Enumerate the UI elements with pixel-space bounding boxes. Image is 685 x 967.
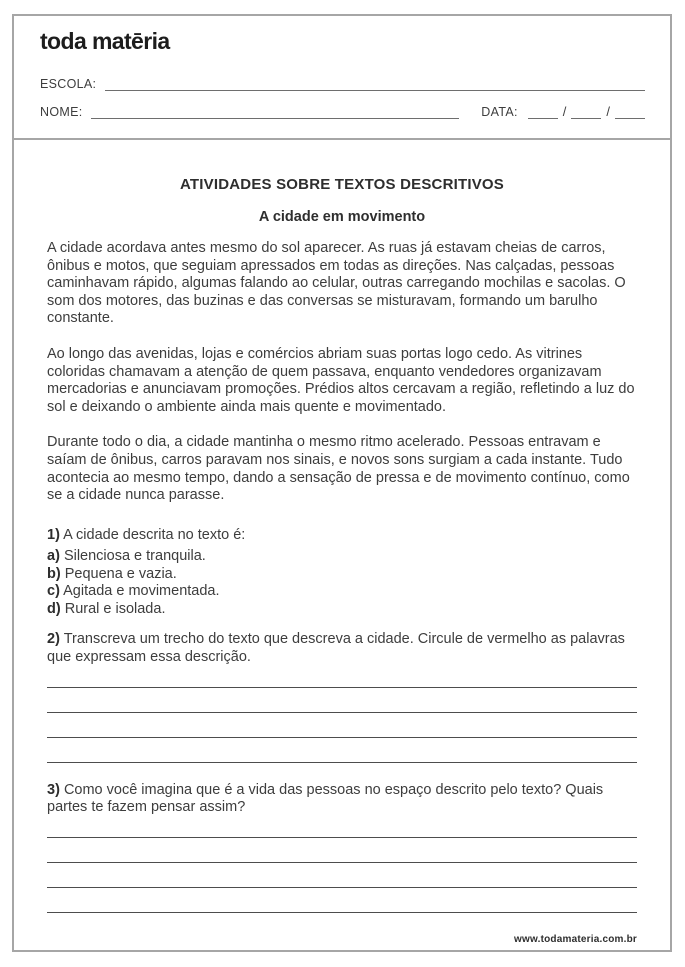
option-d-letter: d)	[47, 600, 61, 617]
option-d-text: Rural e isolada.	[64, 600, 166, 617]
option-a	[47, 548, 637, 566]
question-1-text	[47, 527, 637, 545]
worksheet-frame	[12, 14, 672, 952]
escola-field-row	[40, 76, 645, 91]
question-1	[47, 527, 637, 619]
date-separator: /	[562, 104, 567, 119]
question-2	[47, 631, 637, 762]
question-2-number: 2)	[47, 631, 60, 648]
question-1-options	[47, 548, 637, 618]
date-year-line	[615, 104, 645, 119]
nome-field-row	[40, 104, 645, 119]
worksheet-footer	[47, 929, 637, 947]
question-1-label: A cidade descrita no texto é:	[63, 526, 246, 543]
question-2-answer-area	[47, 667, 637, 763]
question-2-label: Transcreva um trecho do texto que descreva a cidade. Circule de vermelho as palavras que expressam essa descrição.	[47, 631, 625, 665]
answer-line	[47, 667, 637, 688]
data-label: DATA:	[481, 105, 518, 119]
question-1-number: 1)	[47, 526, 60, 543]
question-3-text	[47, 782, 637, 817]
option-a-letter: a)	[47, 548, 60, 565]
answer-line	[47, 738, 637, 763]
worksheet-content	[14, 176, 670, 947]
date-day-line	[528, 104, 558, 119]
date-group	[481, 104, 645, 119]
option-b-letter: b)	[47, 565, 61, 582]
brand-logo: toda matēria	[40, 28, 170, 54]
answer-line	[47, 688, 637, 713]
option-c-text: Agitada e movimentada.	[63, 583, 220, 600]
option-c	[47, 583, 637, 601]
nome-label: NOME:	[40, 105, 83, 119]
option-b-text: Pequena e vazia.	[64, 565, 177, 582]
escola-label: ESCOLA:	[40, 77, 97, 91]
worksheet-subtitle: A cidade em movimento	[258, 209, 426, 225]
paragraph: Ao longo das avenidas, lojas e comércios abriam suas portas logo cedo. As vitrines coloridas chamavam a atenção de quem passava, enquanto vendedores organizavam mercadorias e anunciavam promoções. Prédios altos cercavam a região, refletindo a luz do sol e deixando o ambiente ainda mais quente e movimentado.	[47, 345, 635, 415]
question-3-label: Como você imagina que é a vida das pessoas no espaço descrito pelo texto? Quais partes te fazem pensar assim?	[47, 781, 604, 816]
question-3-number: 3)	[47, 781, 60, 798]
worksheet-title: ATIVIDADES SOBRE TEXTOS DESCRITIVOS	[180, 176, 504, 193]
option-b	[47, 566, 637, 584]
answer-line	[47, 817, 637, 838]
date-separator: /	[606, 104, 610, 119]
question-2-text	[47, 631, 637, 666]
option-a-text: Silenciosa e tranquila.	[63, 548, 206, 565]
option-d	[47, 601, 637, 619]
nome-fill-line	[91, 104, 459, 119]
worksheet-header	[14, 16, 670, 140]
option-c-letter: c)	[47, 583, 60, 600]
date-month-line	[571, 104, 601, 119]
answer-line	[47, 863, 637, 888]
answer-line	[47, 713, 637, 738]
answer-line	[47, 888, 637, 913]
paragraph: Durante todo o dia, a cidade mantinha o mesmo ritmo acelerado. Pessoas entravam e saíam de ônibus, carros paravam nos sinais, e novos sons surgiam a cada instante. Tudo acontecia ao mesmo tempo, dando a sensação de pressa e de movimento contínuo, como se a cidade nunca parasse.	[47, 434, 630, 504]
question-3-answer-area	[47, 817, 637, 913]
footer-url: www.todamateria.com.br	[514, 933, 637, 945]
escola-fill-line	[105, 76, 645, 91]
question-3	[47, 782, 637, 913]
paragraph: A cidade acordava antes mesmo do sol aparecer. As ruas já estavam cheias de carros, ônibus e motos, que seguiam apressados em todas as direções. Nas calçadas, pessoas caminhavam rápido, algumas falando ao celular, outras carregando mochilas e sacolas. O som dos motores, das buzinas e das conversas se misturavam, formando um barulho constante.	[47, 240, 626, 327]
answer-line	[47, 838, 637, 863]
